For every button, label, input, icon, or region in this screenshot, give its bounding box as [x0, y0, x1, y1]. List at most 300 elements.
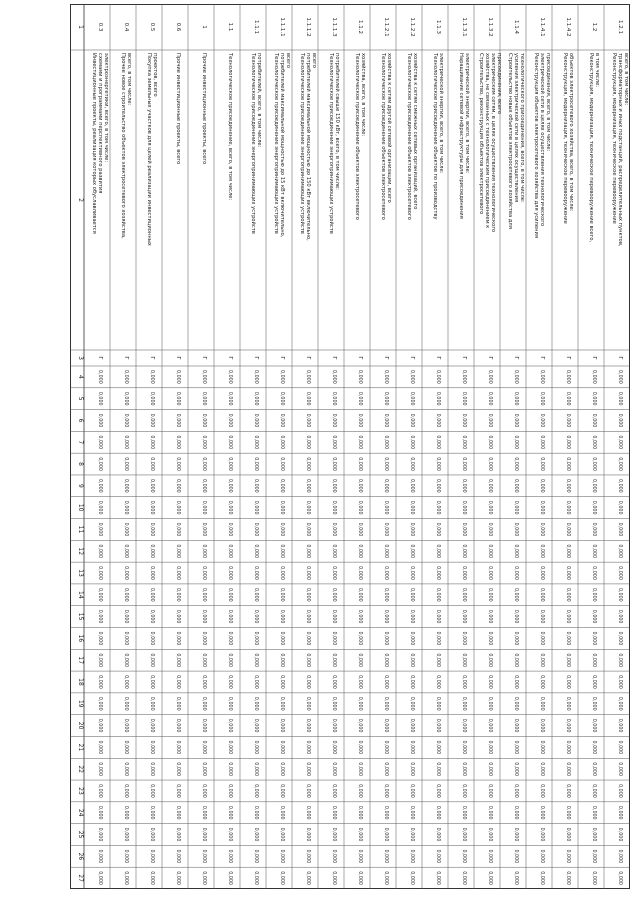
- row-unit: Г: [617, 356, 623, 360]
- table-cell-value: 0,000: [617, 827, 622, 842]
- row-code: 1.1.1: [253, 20, 259, 34]
- table-cell-value: 0,000: [175, 391, 180, 406]
- table-cell-value: 0,000: [435, 631, 440, 646]
- table-cell-value: 0,000: [305, 871, 310, 885]
- table-cell-value: 0,000: [461, 827, 466, 842]
- table-cell-value: 0,000: [461, 522, 466, 537]
- table-cell-value: 0,000: [435, 609, 440, 624]
- table-cell-value: 0,000: [279, 478, 284, 493]
- table-cell-value: 0,000: [97, 653, 102, 668]
- table-cell-value: 0,000: [461, 566, 466, 580]
- table-cell-value: 0,000: [331, 805, 336, 820]
- table-cell-value: 0,000: [461, 391, 466, 406]
- table-cell-value: 0,000: [617, 544, 622, 559]
- table-cell-value: 0,000: [409, 827, 414, 842]
- table-cell-value: 0,000: [513, 784, 518, 798]
- column-number-label: 20: [77, 721, 84, 730]
- table-cell-value: 0,000: [513, 805, 518, 820]
- table-cell-value: 0,000: [487, 478, 492, 493]
- table-cell-value: 0,000: [591, 696, 596, 711]
- table-cell-value: 0,000: [617, 871, 622, 885]
- table-cell-value: 0,000: [97, 457, 102, 471]
- table-cell-value: 0,000: [123, 871, 128, 885]
- table-cell-value: 0,000: [149, 740, 154, 755]
- table-cell-value: 0,000: [487, 653, 492, 668]
- table-row: [507, 20, 525, 885]
- row-name-line: Покупка земельных участков для целей реализации инвестиционных: [145, 53, 152, 246]
- table-cell-value: 0,000: [461, 370, 466, 384]
- table-cell-value: 0,000: [591, 784, 596, 798]
- table-cell-value: 0,000: [227, 784, 232, 798]
- table-cell-value: 0,000: [331, 391, 336, 406]
- table-cell-value: 0,000: [357, 827, 362, 842]
- table-cell-value: 0,000: [357, 566, 362, 580]
- table-cell-value: 0,000: [253, 587, 258, 602]
- table-cell-value: 0,000: [305, 805, 310, 820]
- table-cell-value: 0,000: [97, 370, 102, 384]
- table-cell-value: 0,000: [409, 478, 414, 493]
- table-cell-value: 0,000: [539, 740, 544, 755]
- table-cell-value: 0,000: [487, 718, 492, 733]
- table-cell-value: 0,000: [461, 413, 466, 428]
- table-cell-value: 0,000: [279, 653, 284, 668]
- table-cell-value: 0,000: [487, 544, 492, 559]
- table-cell-value: 0,000: [123, 653, 128, 668]
- table-cell-value: 0,000: [175, 609, 180, 624]
- table-row: [250, 20, 263, 885]
- table-cell-value: 0,000: [201, 740, 206, 755]
- table-cell-value: 0,000: [123, 784, 128, 798]
- table-cell-value: 0,000: [357, 478, 362, 493]
- table-cell-value: 0,000: [97, 849, 102, 864]
- table-cell-value: 0,000: [149, 587, 154, 602]
- table-cell-value: 0,000: [331, 370, 336, 384]
- row-name-line: хозяйства к сетям другой сетевой организации, всего: [385, 53, 392, 203]
- table-cell-value: 0,000: [565, 544, 570, 559]
- table-cell-value: 0,000: [149, 784, 154, 798]
- table-cell-value: 0,000: [279, 500, 284, 515]
- table-cell-value: 0,000: [357, 631, 362, 646]
- table-cell-value: 0,000: [227, 849, 232, 864]
- table-cell-value: 0,000: [409, 587, 414, 602]
- table-cell-value: 0,000: [461, 740, 466, 755]
- table-cell-value: 0,000: [279, 718, 284, 733]
- row-code: 1.1.4: [513, 20, 519, 34]
- row-unit: Г: [201, 356, 207, 360]
- table-cell-value: 0,000: [279, 762, 284, 777]
- table-cell-value: 0,000: [201, 653, 206, 668]
- table-cell-value: 0,000: [409, 675, 414, 689]
- table-cell-value: 0,000: [201, 391, 206, 406]
- table-cell-value: 0,000: [617, 696, 622, 711]
- row-name-line: присоединения, всего, в том числе:: [544, 53, 551, 152]
- table-cell-value: 0,000: [539, 391, 544, 406]
- table-cell-value: 0,000: [409, 435, 414, 450]
- table-cell-value: 0,000: [227, 370, 232, 384]
- table-cell-value: 0,000: [253, 522, 258, 537]
- table-cell-value: 0,000: [97, 784, 102, 798]
- table-cell-value: 0,000: [279, 457, 284, 471]
- table-cell-value: 0,000: [565, 609, 570, 624]
- row-name-line: Технологическое присоединение объектов электросетевого: [353, 53, 360, 220]
- table-cell-value: 0,000: [357, 653, 362, 668]
- table-cell-value: 0,000: [123, 478, 128, 493]
- column-number-label: 27: [77, 874, 84, 882]
- table-cell-value: 0,000: [617, 762, 622, 777]
- table-cell-value: 0,000: [253, 435, 258, 450]
- table-cell-value: 0,000: [97, 478, 102, 493]
- table-cell-value: 0,000: [435, 587, 440, 602]
- table-cell-value: 0,000: [305, 740, 310, 755]
- table-cell-value: 0,000: [123, 391, 128, 406]
- table-cell-value: 0,000: [227, 609, 232, 624]
- table-cell-value: 0,000: [253, 849, 258, 864]
- table-cell-value: 0,000: [409, 413, 414, 428]
- table-cell-value: 0,000: [123, 805, 128, 820]
- column-number-label: 26: [77, 852, 84, 861]
- table-cell-value: 0,000: [97, 871, 102, 885]
- table-cell-value: 0,000: [513, 653, 518, 668]
- table-cell-value: 0,000: [565, 871, 570, 885]
- row-name-line: Технологическое присоединение энергопринимающих устройств: [249, 53, 256, 234]
- table-cell-value: 0,000: [331, 784, 336, 798]
- table-cell-value: 0,000: [617, 457, 622, 471]
- table-cell-value: 0,000: [565, 740, 570, 755]
- row-name-line: технологического присоединения, всего, в том числе:: [518, 53, 525, 203]
- table-cell-value: 0,000: [123, 609, 128, 624]
- table-cell-value: 0,000: [565, 413, 570, 428]
- table-cell-value: 0,000: [149, 391, 154, 406]
- table-cell-value: 0,000: [487, 609, 492, 624]
- table-cell-value: 0,000: [383, 522, 388, 537]
- table-cell-value: 0,000: [617, 718, 622, 733]
- table-row: [91, 23, 109, 885]
- table-cell-value: 0,000: [149, 827, 154, 842]
- row-code: 1.1.3.1: [461, 17, 467, 37]
- table-cell-value: 0,000: [331, 631, 336, 646]
- table-cell-value: 0,000: [97, 827, 102, 842]
- table-cell-value: 0,000: [253, 413, 258, 428]
- table-cell-value: 0,000: [97, 696, 102, 711]
- table-cell-value: 0,000: [97, 435, 102, 450]
- table-cell-value: 0,000: [487, 696, 492, 711]
- table-cell-value: 0,000: [513, 370, 518, 384]
- row-unit: Г: [175, 356, 181, 360]
- table-cell-value: 0,000: [331, 609, 336, 624]
- table-cell-value: 0,000: [383, 631, 388, 646]
- table-cell-value: 0,000: [331, 849, 336, 864]
- table-cell-value: 0,000: [123, 675, 128, 689]
- row-name-line: Инвестиционные проекты, реализация которых обуславливается: [90, 53, 97, 234]
- table-cell-value: 0,000: [357, 740, 362, 755]
- column-number-label: 16: [77, 634, 84, 643]
- table-cell-value: 0,000: [383, 544, 388, 559]
- table-cell-value: 0,000: [201, 631, 206, 646]
- table-cell-value: 0,000: [591, 500, 596, 515]
- table-cell-value: 0,000: [409, 871, 414, 885]
- table-row: [299, 17, 317, 885]
- row-code: 1.1.1.3: [331, 17, 337, 37]
- row-name-line: Технологическое присоединение объектов электросетевого: [379, 53, 386, 220]
- table-cell-value: 0,000: [461, 784, 466, 798]
- table-cell-value: 0,000: [409, 784, 414, 798]
- table-cell-value: 0,000: [305, 544, 310, 559]
- table-cell-value: 0,000: [383, 370, 388, 384]
- table-cell-value: 0,000: [123, 500, 128, 515]
- row-unit: Г: [97, 356, 103, 360]
- table-cell-value: 0,000: [487, 457, 492, 471]
- table-cell-value: 0,000: [123, 587, 128, 602]
- table-cell-value: 0,000: [435, 827, 440, 842]
- row-unit: Г: [461, 356, 467, 360]
- table-cell-value: 0,000: [123, 566, 128, 580]
- row-name-line: Строительство, реконструкция объектов электросетевого: [477, 53, 484, 215]
- row-code: 1.1.2.2: [409, 17, 415, 37]
- table-cell-value: 0,000: [97, 566, 102, 580]
- table-cell-value: 0,000: [357, 413, 362, 428]
- table-cell-value: 0,000: [487, 500, 492, 515]
- table-cell-value: 0,000: [435, 435, 440, 450]
- table-cell-value: 0,000: [331, 522, 336, 537]
- table-cell-value: 0,000: [617, 478, 622, 493]
- table-cell-value: 0,000: [435, 544, 440, 559]
- table-cell-value: 0,000: [227, 435, 232, 450]
- table-cell-value: 0,000: [331, 827, 336, 842]
- table-cell-value: 0,000: [409, 631, 414, 646]
- row-code: 1.1.1.1: [279, 17, 285, 37]
- table-cell-value: 0,000: [331, 762, 336, 777]
- table-cell-value: 0,000: [175, 696, 180, 711]
- table-cell-value: 0,000: [383, 762, 388, 777]
- table-cell-value: 0,000: [461, 696, 466, 711]
- table-cell-value: 0,000: [513, 740, 518, 755]
- table-cell-value: 0,000: [175, 653, 180, 668]
- table-cell-value: 0,000: [253, 478, 258, 493]
- table-cell-value: 0,000: [279, 827, 284, 842]
- table-cell-value: 0,000: [383, 675, 388, 689]
- table-cell-value: 0,000: [279, 740, 284, 755]
- row-code: 0.4: [123, 22, 129, 32]
- row-name-line: электрической сети в целях осуществления технологического: [538, 53, 545, 227]
- table-cell-value: 0,000: [513, 675, 518, 689]
- table-cell-value: 0,000: [435, 413, 440, 428]
- table-cell-value: 0,000: [435, 370, 440, 384]
- column-number-label: 22: [77, 765, 84, 773]
- table-cell-value: 0,000: [461, 805, 466, 820]
- row-name-line: Прочие инвестиционные проекты, всего: [174, 53, 181, 165]
- table-cell-value: 0,000: [513, 544, 518, 559]
- table-cell-value: 0,000: [591, 413, 596, 428]
- table-cell-value: 0,000: [357, 718, 362, 733]
- table-cell-value: 0,000: [175, 849, 180, 864]
- table-cell-value: 0,000: [487, 413, 492, 428]
- table-cell-value: 0,000: [591, 478, 596, 493]
- table-cell-value: 0,000: [565, 500, 570, 515]
- table-cell-value: 0,000: [409, 500, 414, 515]
- table-cell-value: 0,000: [591, 522, 596, 537]
- row-code: 1.1.1.2: [305, 17, 311, 37]
- table-cell-value: 0,000: [123, 631, 128, 646]
- table-cell-value: 0,000: [253, 827, 258, 842]
- table-cell-value: 0,000: [279, 871, 284, 885]
- table-cell-value: 0,000: [461, 500, 466, 515]
- table-cell-value: 0,000: [149, 457, 154, 471]
- table-cell-value: 0,000: [201, 609, 206, 624]
- table-cell-value: 0,000: [383, 587, 388, 602]
- table-cell-value: 0,000: [175, 675, 180, 689]
- row-name-line: Технологическое присоединение энергопринимающих устройств: [272, 53, 279, 234]
- table-cell-value: 0,000: [253, 370, 258, 384]
- table-cell-value: 0,000: [461, 609, 466, 624]
- table-cell-value: 0,000: [175, 478, 180, 493]
- table-row: [227, 23, 233, 885]
- column-number-label: 21: [77, 743, 84, 752]
- table-cell-value: 0,000: [149, 370, 154, 384]
- table-cell-value: 0,000: [383, 653, 388, 668]
- table-cell-value: 0,000: [565, 435, 570, 450]
- table-cell-value: 0,000: [539, 784, 544, 798]
- table-cell-value: 0,000: [591, 718, 596, 733]
- table-cell-value: 0,000: [175, 762, 180, 777]
- table-cell-value: 0,000: [175, 827, 180, 842]
- column-number-label: 17: [77, 656, 84, 665]
- table-cell-value: 0,000: [201, 544, 206, 559]
- table-cell-value: 0,000: [565, 566, 570, 580]
- table-cell-value: 0,000: [539, 522, 544, 537]
- table-cell-value: 0,000: [175, 413, 180, 428]
- table-cell-value: 0,000: [565, 827, 570, 842]
- table-cell-value: 0,000: [201, 871, 206, 885]
- table-cell-value: 0,000: [591, 587, 596, 602]
- table-cell-value: 0,000: [409, 566, 414, 580]
- table-cell-value: 0,000: [409, 609, 414, 624]
- table-cell-value: 0,000: [97, 805, 102, 820]
- row-name-line: хозяйства к сетям смежных сетевых организаций, всего: [411, 53, 418, 210]
- table-cell-value: 0,000: [175, 457, 180, 471]
- table-cell-value: 0,000: [539, 413, 544, 428]
- table-cell-value: 0,000: [513, 631, 518, 646]
- table-cell-value: 0,000: [565, 522, 570, 537]
- table-cell-value: 0,000: [97, 544, 102, 559]
- data-table: [70, 4, 630, 889]
- row-unit: Г: [435, 356, 441, 360]
- table-row: [146, 23, 158, 885]
- column-number-label: 5: [77, 396, 84, 401]
- table-cell-value: 0,000: [279, 631, 284, 646]
- row-name-line: схемами и программами перспективного развития: [96, 53, 103, 194]
- table-cell-value: 0,000: [591, 631, 596, 646]
- table-cell-value: 0,000: [305, 522, 310, 537]
- column-number-label: 3: [77, 356, 84, 360]
- table-cell-value: 0,000: [461, 435, 466, 450]
- table-cell-value: 0,000: [435, 740, 440, 755]
- table-cell-value: 0,000: [565, 718, 570, 733]
- table-cell-value: 0,000: [201, 849, 206, 864]
- table-cell-value: 0,000: [123, 718, 128, 733]
- row-name-line: присоединения, всего: [495, 53, 502, 114]
- table-cell-value: 0,000: [487, 391, 492, 406]
- table-cell-value: 0,000: [305, 762, 310, 777]
- table-cell-value: 0,000: [253, 762, 258, 777]
- table-cell-value: 0,000: [617, 740, 622, 755]
- table-cell-value: 0,000: [97, 631, 102, 646]
- table-cell-value: 0,000: [331, 718, 336, 733]
- table-cell-value: 0,000: [383, 718, 388, 733]
- row-name-line: электрическим сетям, в целях осуществления технологического: [489, 53, 496, 233]
- row-unit: Г: [305, 356, 311, 360]
- table-cell-value: 0,000: [461, 871, 466, 885]
- table-cell-value: 0,000: [123, 370, 128, 384]
- table-cell-value: 0,000: [331, 544, 336, 559]
- row-unit: Г: [279, 356, 285, 360]
- table-cell-value: 0,000: [97, 740, 102, 755]
- table-cell-value: 0,000: [513, 457, 518, 471]
- table-cell-value: 0,000: [487, 740, 492, 755]
- table-cell-value: 0,000: [253, 740, 258, 755]
- table-cell-value: 0,000: [409, 370, 414, 384]
- table-cell-value: 0,000: [409, 740, 414, 755]
- table-cell-value: 0,000: [591, 675, 596, 689]
- table-cell-value: 0,000: [175, 522, 180, 537]
- table-cell-value: 0,000: [383, 609, 388, 624]
- table-cell-value: 0,000: [97, 391, 102, 406]
- row-name-line: Прочие инвестиционные проекты, всего: [200, 53, 207, 165]
- table-row: [175, 23, 181, 885]
- row-code: 1.1: [227, 22, 233, 32]
- table-cell-value: 0,000: [383, 566, 388, 580]
- row-name-line: электрической энергии, всего, в том числе:: [463, 53, 470, 174]
- row-code: 0.6: [175, 22, 181, 32]
- row-unit: Г: [227, 356, 233, 360]
- table-cell-value: 0,000: [149, 544, 154, 559]
- row-unit: Г: [409, 356, 415, 360]
- table-cell-value: 0,000: [227, 587, 232, 602]
- table-cell-value: 0,000: [409, 805, 414, 820]
- table-cell-value: 0,000: [253, 784, 258, 798]
- table-row: [588, 23, 600, 885]
- table-cell-value: 0,000: [513, 478, 518, 493]
- column-number-label: 8: [77, 462, 84, 466]
- table-cell-value: 0,000: [227, 544, 232, 559]
- table-cell-value: 0,000: [149, 609, 154, 624]
- table-cell-value: 0,000: [123, 827, 128, 842]
- table-cell-value: 0,000: [435, 457, 440, 471]
- table-cell-value: 0,000: [305, 718, 310, 733]
- table-cell-value: 0,000: [383, 805, 388, 820]
- column-number-label: 2: [77, 198, 84, 202]
- row-name-line: Реконструкция, модернизация, техническое перевооружение: [610, 53, 617, 224]
- table-cell-value: 0,000: [149, 478, 154, 493]
- table-cell-value: 0,000: [279, 587, 284, 602]
- table-cell-value: 0,000: [513, 435, 518, 450]
- row-name-line: потребителей максимальной мощностью до 15 кВт включительно,: [278, 53, 285, 238]
- table-cell-value: 0,000: [617, 849, 622, 864]
- column-number-label: 24: [77, 808, 84, 817]
- table-cell-value: 0,000: [383, 435, 388, 450]
- table-cell-value: 0,000: [149, 696, 154, 711]
- row-unit: Г: [253, 356, 259, 360]
- table-cell-value: 0,000: [149, 631, 154, 646]
- table-cell-value: 0,000: [149, 500, 154, 515]
- table-cell-value: 0,000: [591, 391, 596, 406]
- table-cell-value: 0,000: [513, 718, 518, 733]
- table-cell-value: 0,000: [253, 805, 258, 820]
- table-cell-value: 0,000: [487, 522, 492, 537]
- table-cell-value: 0,000: [279, 784, 284, 798]
- table-cell-value: 0,000: [305, 849, 310, 864]
- table-cell-value: 0,000: [253, 653, 258, 668]
- table-cell-value: 0,000: [461, 849, 466, 864]
